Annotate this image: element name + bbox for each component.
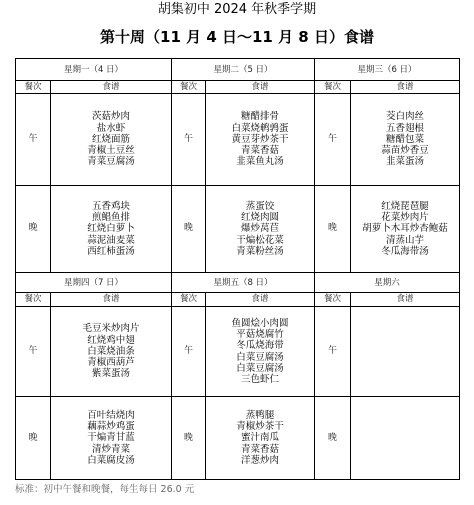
menu-item: 茨菇炒肉 bbox=[91, 111, 130, 123]
menu-col-head: 食谱 bbox=[102, 294, 120, 304]
meal-col-head: 餐次 bbox=[24, 82, 42, 92]
menu-item: 三色虾仁 bbox=[240, 373, 279, 385]
menu-item: 百叶结烧肉 bbox=[87, 409, 135, 421]
lunch-label: 午 bbox=[327, 346, 337, 356]
menu-item: 蒜泥油麦菜 bbox=[87, 234, 135, 246]
day-header-wednesday: 星期三（6 日） bbox=[357, 65, 417, 75]
menu-cell-monday-lunch bbox=[51, 94, 171, 185]
menu-item: 五香鸡块 bbox=[91, 200, 130, 212]
menu-item: 蜜汁南瓜 bbox=[240, 432, 279, 444]
menu-item: 毛豆米炒肉片 bbox=[82, 323, 140, 335]
menu-item: 藕蒜炒鸡蛋 bbox=[87, 421, 135, 433]
lunch-label: 午 bbox=[28, 346, 38, 356]
menu-item: 紫菜蛋汤 bbox=[91, 368, 130, 380]
menu-cell-thursday-lunch bbox=[51, 307, 171, 396]
lunch-label: 午 bbox=[327, 134, 337, 144]
menu-item: 韭菜蛋汤 bbox=[385, 156, 424, 168]
dinner-label: 晚 bbox=[183, 433, 193, 443]
meal-col-head: 餐次 bbox=[24, 294, 42, 304]
menu-item: 五香翅根 bbox=[385, 122, 424, 134]
menu-item: 青菜香菇 bbox=[240, 145, 279, 157]
menu-item: 韭菜鱼丸汤 bbox=[236, 156, 284, 168]
day-header-thursday: 星期四（7 日） bbox=[63, 278, 124, 288]
menu-cell-friday-lunch bbox=[206, 307, 314, 396]
menu-col-head: 食谱 bbox=[396, 294, 414, 304]
menu-item: 清蒸山芋 bbox=[385, 234, 424, 246]
menu-item: 盐水虾 bbox=[96, 122, 126, 134]
menu-item: 白菜豆腐汤 bbox=[236, 362, 284, 374]
menu-item: 白菜烧鹌鹑蛋 bbox=[231, 122, 289, 134]
dinner-label: 晚 bbox=[28, 433, 38, 443]
dinner-label: 晚 bbox=[183, 223, 193, 233]
menu-cell-tuesday-dinner bbox=[206, 186, 314, 272]
day-header-friday: 星期五（8 日） bbox=[213, 278, 273, 288]
menu-item: 红烧琵琶腿 bbox=[381, 200, 429, 212]
menu-item: 蒜苗炒香豆 bbox=[381, 145, 429, 157]
dinner-label: 晚 bbox=[28, 223, 38, 233]
menu-item: 冬瓜烧海带 bbox=[236, 340, 284, 352]
meal-col-head: 餐次 bbox=[323, 82, 341, 92]
menu-cell-wednesday-lunch bbox=[351, 94, 459, 185]
lunch-label: 午 bbox=[183, 346, 193, 356]
day-header-tuesday: 星期二（5 日） bbox=[213, 65, 273, 75]
menu-item: 白菜豆腐汤 bbox=[236, 351, 284, 363]
menu-item: 红烧白萝卜 bbox=[87, 223, 135, 235]
menu-cell-wednesday-dinner bbox=[351, 186, 459, 272]
menu-item: 蒸蛋饺 bbox=[245, 200, 275, 212]
menu-item: 胡萝卜木耳炒杏鲍菇 bbox=[362, 223, 448, 235]
menu-item: 冬瓜海带汤 bbox=[381, 245, 429, 257]
menu-item: 白菜腐皮汤 bbox=[87, 454, 135, 466]
lunch-label: 午 bbox=[183, 134, 193, 144]
meal-col-head: 餐次 bbox=[179, 294, 197, 304]
week-subtitle: 第十周（11 月 4 日～11 月 8 日）食谱 bbox=[100, 28, 374, 46]
menu-item: 青椒炒茶干 bbox=[236, 421, 284, 433]
grid-line bbox=[16, 272, 459, 273]
menu-item: 煎鲳鱼排 bbox=[91, 212, 130, 224]
day-header-saturday: 星期六 bbox=[374, 278, 400, 288]
menu-item: 干煸松花菜 bbox=[236, 234, 284, 246]
menu-item: 鱼圆烩小肉圆 bbox=[231, 317, 289, 329]
menu-item: 花菜炒肉片 bbox=[381, 212, 429, 224]
menu-item: 青菜豆腐汤 bbox=[87, 156, 135, 168]
menu-cell-saturday-dinner bbox=[351, 397, 459, 479]
menu-item: 平菇烧腐竹 bbox=[236, 329, 284, 341]
menu-item: 糖醋排骨 bbox=[240, 111, 279, 123]
menu-cell-saturday-lunch bbox=[351, 307, 459, 396]
menu-item: 糖醋包菜 bbox=[385, 133, 424, 145]
dinner-label: 晚 bbox=[327, 223, 337, 233]
document-title: 胡集初中 2024 年秋季学期 bbox=[157, 2, 317, 17]
menu-item: 红烧肉圆 bbox=[240, 212, 279, 224]
meal-price-footnote: 标准：初中午餐和晚餐，每生每日 26.0 元 bbox=[15, 484, 195, 495]
menu-cell-monday-dinner bbox=[51, 186, 171, 272]
menu-col-head: 食谱 bbox=[396, 82, 414, 92]
menu-item: 黄豆芽炒茶干 bbox=[231, 133, 289, 145]
grid-line bbox=[314, 59, 315, 479]
menu-item: 白菜烧油条 bbox=[87, 345, 135, 357]
menu-item: 青椒西葫芦 bbox=[87, 357, 135, 369]
grid-line bbox=[171, 59, 172, 479]
dinner-label: 晚 bbox=[327, 433, 337, 443]
menu-item: 蒸鸭腿 bbox=[245, 409, 275, 421]
menu-cell-tuesday-lunch bbox=[206, 94, 314, 185]
meal-col-head: 餐次 bbox=[179, 82, 197, 92]
menu-item: 洋葱炒肉 bbox=[240, 454, 279, 466]
menu-item: 红烧鸡中翅 bbox=[87, 334, 135, 346]
menu-col-head: 食谱 bbox=[251, 294, 269, 304]
menu-grid bbox=[15, 58, 460, 480]
menu-item: 爆炒莴苣 bbox=[240, 223, 279, 235]
menu-item: 干煸青甘蓝 bbox=[87, 432, 135, 444]
menu-cell-friday-dinner bbox=[206, 397, 314, 479]
menu-item: 茭白肉丝 bbox=[385, 111, 424, 123]
menu-item: 青菜香菇 bbox=[240, 443, 279, 455]
menu-item: 红烧面筋 bbox=[91, 133, 130, 145]
menu-col-head: 食谱 bbox=[102, 82, 120, 92]
menu-item: 青椒土豆丝 bbox=[87, 145, 135, 157]
lunch-label: 午 bbox=[28, 134, 38, 144]
menu-col-head: 食谱 bbox=[251, 82, 269, 92]
menu-item: 西红柿蛋汤 bbox=[87, 245, 135, 257]
meal-col-head: 餐次 bbox=[323, 294, 341, 304]
menu-item: 青菜粉丝汤 bbox=[236, 245, 284, 257]
menu-cell-thursday-dinner bbox=[51, 397, 171, 479]
day-header-monday: 星期一（4 日） bbox=[63, 65, 124, 75]
menu-item: 清炒青菜 bbox=[91, 443, 130, 455]
